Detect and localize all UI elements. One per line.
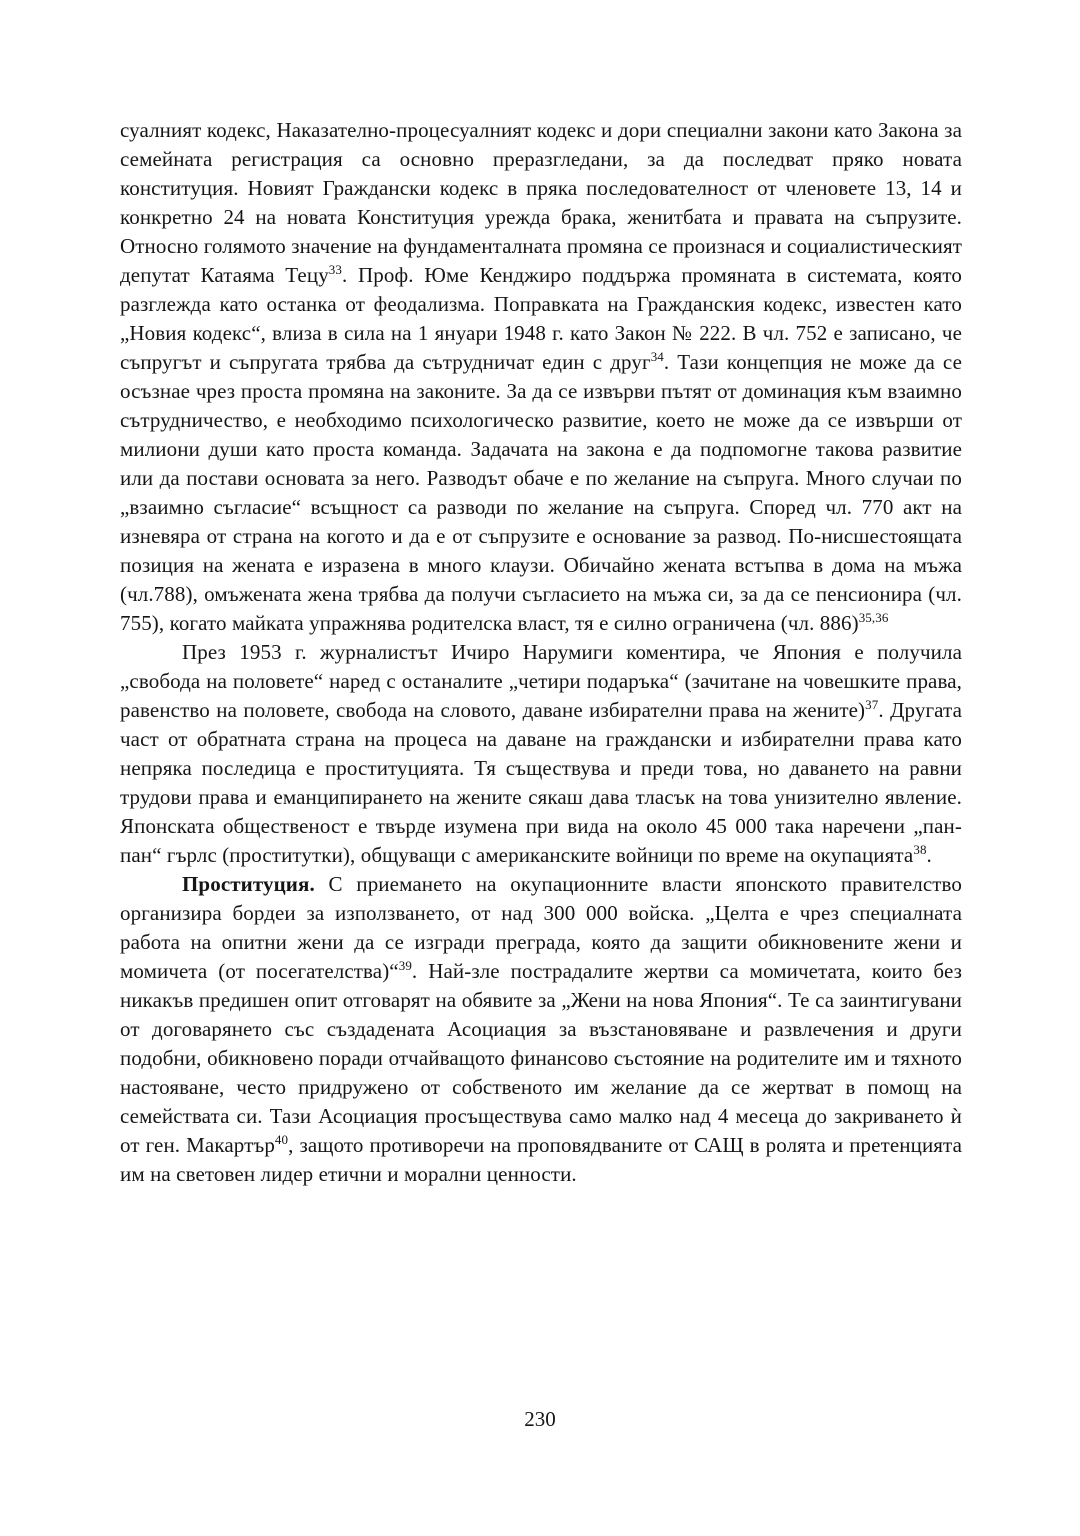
- footnote-ref: 35,36: [858, 610, 889, 625]
- footnote-ref: 33: [328, 262, 342, 277]
- paragraph: Проституция. С приемането на окупационните власти японското правителство организира бордеи за използването, от над 300 000 войска. „Целта е чрез специалната работа на опитни жени да се изгради преграда, която да защити обикновените жени и момичета (от посегателства)“$^{39}$. Най-зле пострадалите жертви са момичетата, които без никакъв предишен опит отговарят на обявите за „Жени на нова Япония“. Те са заинтигувани от договарянето със създадената Асоциация за възстановяване и развлечения и други подобни, обикновено поради отчайващото финансово състояние на родителите им и тяхното настояване, често придружено от собственото им желание да се жертват в помощ на семействата си. Тази Асоциация просъществува само малко над 4 месеца до закриването ѝ от ген. Макартър$^{40}$, защото противоречи на проповядваните от САЩ в ролята и претенцията им на световен лидер етични и морални ценности.: [120, 872, 963, 1186]
- body-text: [120, 116, 962, 1189]
- footnote-ref: 37: [865, 697, 879, 712]
- footnote-ref: 39: [398, 958, 412, 973]
- paragraph: През 1953 г. журналистът Ичиро Нарумиги коментира, че Япония е получила „свобода на половете“ наред с останалите „четири подаръка“ (зачитане на човешките права, равенство на половете, свобода на словото, даване избирателни права на жените)$^{37}$. Другата част от обратната страна на процеса на даване на граждански и избирателни права като непряка последица е проституцията. Тя съществува и преди това, но даването на равни трудови права и еманципирането на жените сякаш дава тласък на това унизително явление. Японската общественост е твърде изумена при вида на около 45 000 така наречени „пан-пан“ гърлс (проститутки), общуващи с американските войници по време на окупацията$^{38}$.: [120, 640, 962, 867]
- footnote-ref: 40: [274, 1132, 289, 1147]
- paragraph-lead: Проституция.: [182, 872, 315, 896]
- page-number: 230: [524, 1407, 556, 1431]
- footnote-ref: 34: [650, 349, 664, 364]
- paragraph: суалният кодекс, Наказателно-процесуалният кодекс и дори специални закони като Закона за семейната регистрация са основно преразгледани, за да последват пряко новата конституция. Новият Граждански кодекс в пряка последователност от членовете 13, 14 и конкретно 24 на новата Конституция урежда брака, женитбата и правата на съпрузите. Относно голямото значение на фундаменталната промяна се произнася и социалистическият депутат Катаяма Тецу$^{33}$. Проф. Юме Кенджиро поддържа промяната в системата, която разглежда като останка от феодализма. Поправката на Гражданския кодекс, известен като „Новия кодекс“, влиза в сила на 1 януари 1948 г. като Закон № 222. В чл. 752 е записано, че съпругът и съпругата трябва да сътрудничат един с друг$^{34}$. Тази концепция не може да се осъзнае чрез проста промяна на законите. За да се извърви пътят от доминация към взаимно сътрудничество, е необходимо психологическо развитие, което не може да се извърши от милиони души като проста команда. Задачата на закона е да подпомогне такова развитие или да постави основата за него. Разводът обаче е по желание на съпруга. Много случаи по „взаимно съгласие“ всъщност са разводи по желание на съпруга. Според чл. 770 акт на изневяра от страна на когото и да е от съпрузите е основание за развод. По-нисшестоящата позиция на жената е изразена в много клаузи. Обичайно жената встъпва в дома на мъжа (чл.788), омъжената жена трябва да получи съгласието на мъжа си, за да се пенсионира (чл. 755), когато майката упражнява родителска власт, тя е силно ограничена (чл. 886)$^{35,36}$: [120, 118, 963, 635]
- footnote-ref: 38: [913, 842, 927, 857]
